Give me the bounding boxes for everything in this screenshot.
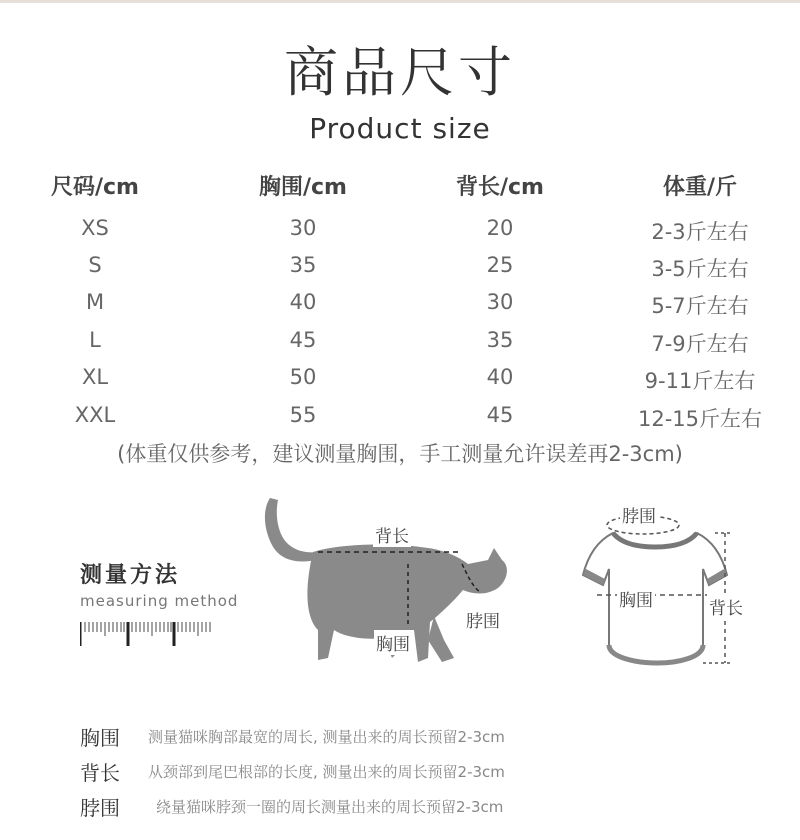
header-weight: 体重/斤	[662, 175, 738, 200]
header-chest: 胸围/cm	[258, 175, 347, 200]
cell-back-length: 35	[486, 328, 514, 352]
table-row	[0, 328, 800, 362]
cell-back-length: 40	[486, 365, 514, 389]
cell-weight: 2-3斤左右	[651, 220, 749, 244]
table-row	[0, 403, 800, 437]
shirt-back-length-label: 背长	[707, 594, 745, 619]
table-row	[0, 253, 800, 287]
header-back-length: 背长/cm	[455, 175, 544, 200]
cell-back-length: 25	[486, 253, 514, 277]
cell-back-length: 20	[486, 216, 514, 240]
definition-text: 测量猫咪胸部最宽的周长, 测量出来的周长预留2-3cm	[148, 728, 505, 746]
cell-weight: 5-7斤左右	[651, 294, 749, 318]
measurement-note: (体重仅供参考，建议测量胸围，手工测量允许误差再2-3cm)	[117, 442, 683, 466]
shirt-neck-label: 脖围	[620, 502, 658, 527]
page-title: 商品尺寸	[284, 41, 516, 104]
cell-size: XL	[81, 365, 109, 389]
definition-text: 从颈部到尾巴根部的长度, 测量出来的周长预留2-3cm	[148, 763, 505, 781]
cell-weight: 12-15斤左右	[637, 407, 763, 431]
size-table-header	[0, 170, 800, 204]
cell-chest: 30	[289, 216, 317, 240]
cat-neck-label: 脖围	[464, 607, 502, 632]
shirt-chest-label: 胸围	[617, 586, 655, 611]
top-border	[0, 0, 800, 3]
cell-back-length: 45	[486, 403, 514, 427]
method-title: 测量方法	[80, 563, 181, 588]
cell-back-length: 30	[486, 290, 514, 314]
cell-chest: 35	[289, 253, 317, 277]
cat-chest-label: 胸围	[374, 630, 412, 655]
table-row	[0, 290, 800, 324]
cell-weight: 3-5斤左右	[651, 257, 749, 281]
cell-size: XXL	[74, 403, 116, 427]
cell-chest: 40	[289, 290, 317, 314]
definition-text: 绕量猫咪脖颈一圈的周长测量出来的周长预留2-3cm	[156, 798, 504, 816]
table-row	[0, 365, 800, 399]
method-subtitle: measuring method	[80, 592, 239, 610]
cell-chest: 50	[289, 365, 317, 389]
definition-term: 脖围	[80, 796, 120, 820]
shirt-diagram-icon	[575, 495, 755, 675]
cell-size: M	[85, 290, 105, 314]
definition-term: 背长	[80, 761, 120, 785]
table-row	[0, 216, 800, 250]
cell-size: S	[88, 253, 102, 277]
cell-weight: 9-11斤左右	[644, 369, 756, 393]
page-subtitle: Product size	[309, 112, 491, 145]
cell-size: L	[89, 328, 101, 352]
definition-term: 胸围	[80, 726, 120, 750]
cell-chest: 55	[289, 403, 317, 427]
ruler-icon	[80, 618, 220, 648]
cell-size: XS	[81, 216, 109, 240]
cell-chest: 45	[289, 328, 317, 352]
cat-back-length-label: 背长	[373, 522, 411, 547]
cell-weight: 7-9斤左右	[651, 332, 749, 356]
header-size: 尺码/cm	[50, 175, 139, 200]
